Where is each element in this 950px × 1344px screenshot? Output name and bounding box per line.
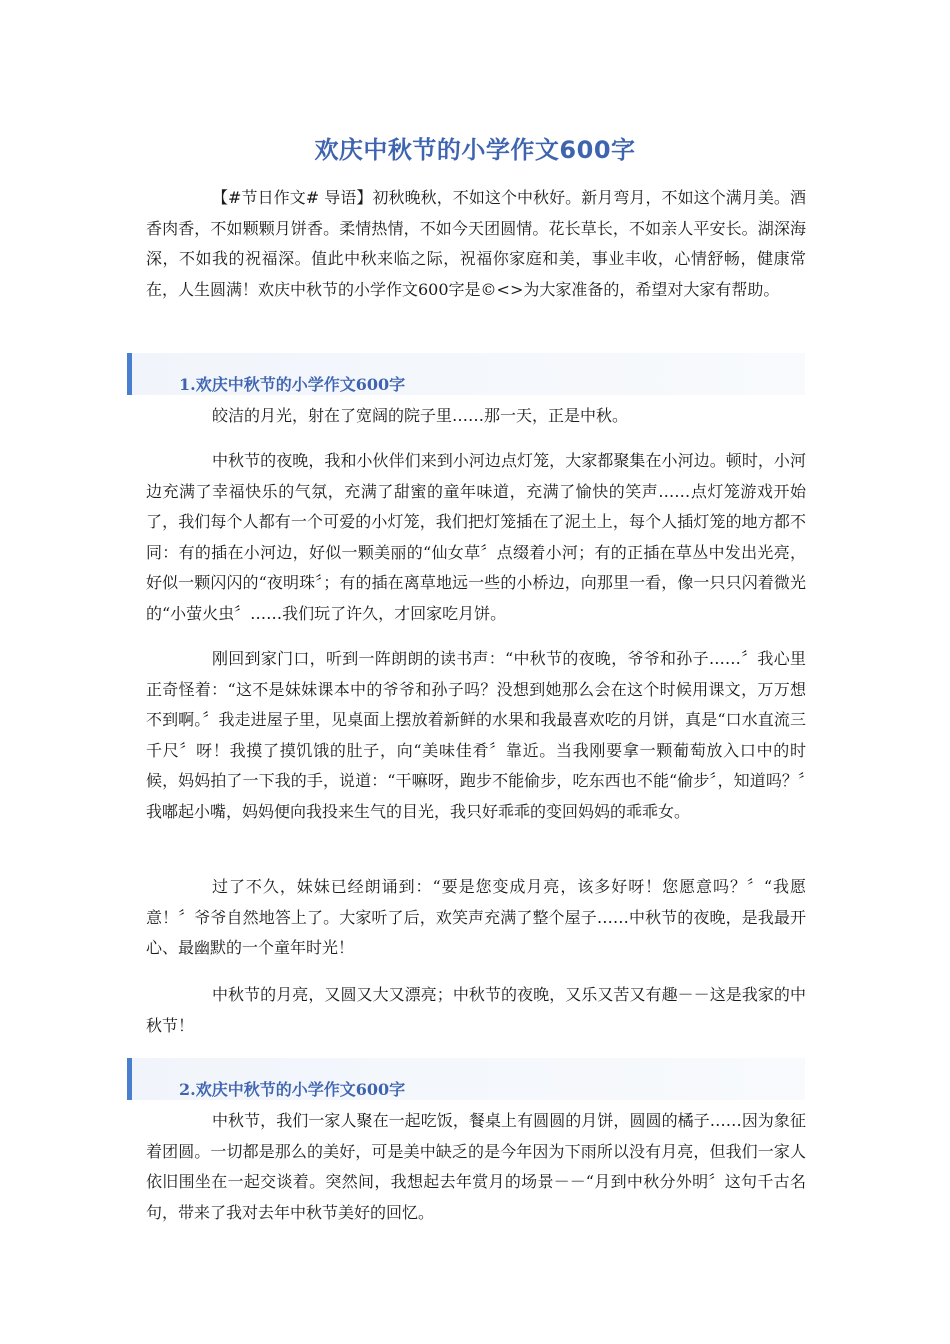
section-heading-label: 2.欢庆中秋节的小学作文600字	[179, 1080, 406, 1099]
section-heading-label: 1.欢庆中秋节的小学作文600字	[179, 375, 406, 394]
paragraph: 中秋节，我们一家人聚在一起吃饭，餐桌上有圆圆的月饼，圆圆的橘子……因为象征着团圆。一切都是那么的美好，可是美中缺乏的是今年因为下雨所以没有月亮，但我们一家人依旧围坐在一起交谈着。突然间，我想起去年赏月的场景－－“月到中秋分外明〞这句千古名句，带来了我对去年中秋节美好的回忆。	[146, 1111, 806, 1222]
paragraph: 刚回到家门口，听到一阵朗朗的读书声：“中秋节的夜晚，爷爷和孙子……〞我心里正奇怪着：“这不是妹妹课本中的爷爷和孙子吗？没想到她那么会在这个时候用课文，万万想不到啊。〞我走进屋子里，见桌面上摆放着新鲜的水果和我最喜欢吃的月饼，真是“口水直流三千尺〞呀！我摸了摸饥饿的肚子，向“美味佳肴〞靠近。当我刚要拿一颗葡萄放入口中的时候，妈妈拍了一下我的手，说道：“干嘛呀，跑步不能偷步，吃东西也不能“偷步〞，知道吗？〞我嘟起小嘴，妈妈便向我投来生气的目光，我只好乖乖的变回妈妈的乖乖女。	[146, 649, 806, 821]
section-heading-2	[127, 1058, 805, 1100]
paragraph: 中秋节的月亮，又圆又大又漂亮；中秋节的夜晚，又乐又苦又有趣－－这是我家的中秋节！	[146, 985, 806, 1035]
paragraph: 过了不久，妹妹已经朗诵到：“要是您变成月亮，该多好呀！您愿意吗？〞“我愿意！〞爷爷自然地答上了。大家听了后，欢笑声充满了整个屋子……中秋节的夜晚，是我最开心、最幽默的一个童年时光！	[146, 877, 806, 957]
section-heading-1	[127, 353, 805, 395]
intro-paragraph: 【#节日作文# 导语】初秋晚秋，不如这个中秋好。新月弯月，不如这个满月美。酒香肉香，不如颗颗月饼香。柔情热情，不如今天团圆情。花长草长，不如亲人平安长。湖深海深，不如我的祝福深。值此中秋来临之际，祝福你家庭和美，事业丰收，心情舒畅，健康常在，人生圆满！欢庆中秋节的小学作文600字是©<>为大家准备的，希望对大家有帮助。	[146, 188, 806, 299]
paragraph: 皎洁的月光，射在了宽阔的院子里……那一天，正是中秋。	[212, 406, 629, 425]
paragraph: 中秋节的夜晚，我和小伙伴们来到小河边点灯笼，大家都聚集在小河边。顿时，小河边充满了幸福快乐的气氛，充满了甜蜜的童年味道，充满了愉快的笑声……点灯笼游戏开始了，我们每个人都有一个可爱的小灯笼，我们把灯笼插在了泥土上，每个人插灯笼的地方都不同：有的插在小河边，好似一颗美丽的“仙女草〞点缀着小河；有的正插在草丛中发出光亮，好似一颗闪闪的“夜明珠〞；有的插在离草地远一些的小桥边，向那里一看，像一只只闪着微光的“小萤火虫〞……我们玩了许久，才回家吃月饼。	[146, 451, 806, 623]
page-title: 欢庆中秋节的小学作文600字	[314, 136, 636, 164]
